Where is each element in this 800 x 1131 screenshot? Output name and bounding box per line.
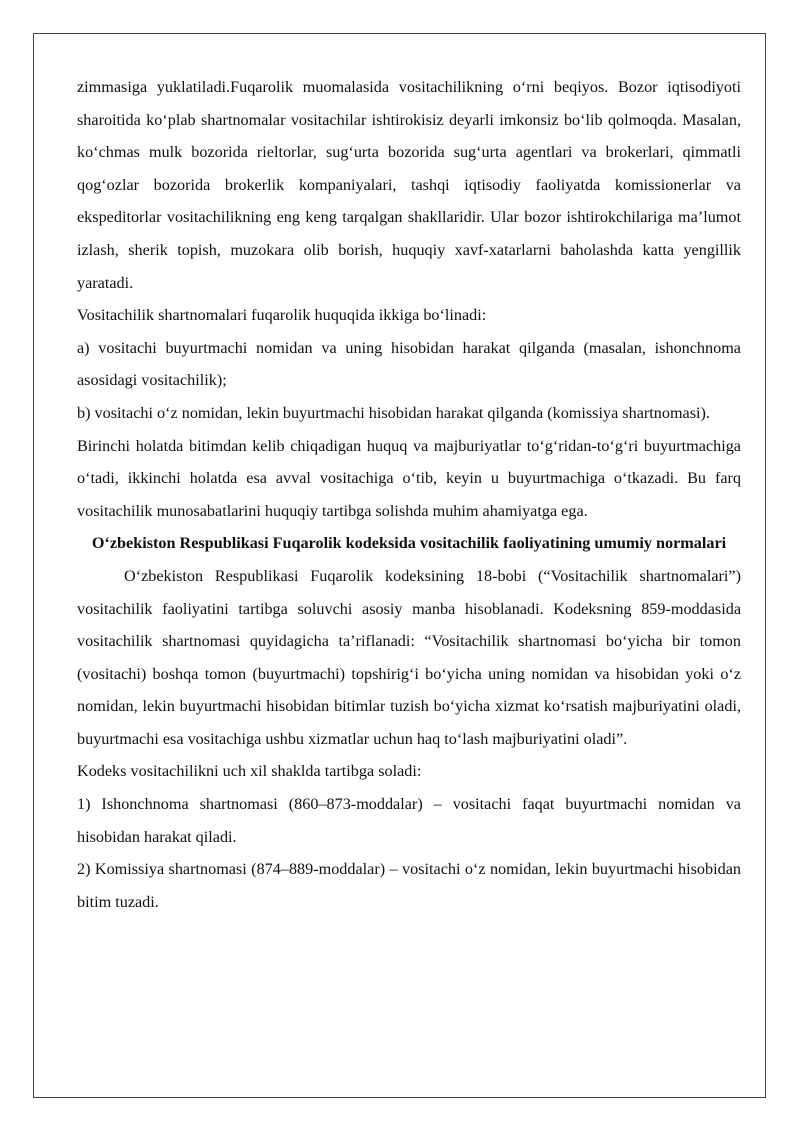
- document-body: [77, 71, 741, 918]
- section-heading: O‘zbekiston Respublikasi Fuqarolik kodeksida vositachilik faoliyatining umumiy normalari: [91, 534, 727, 553]
- list-item: 2) Komissiya shartnomasi (874–889-moddalar) – vositachi o‘z nomidan, lekin buyurtmachi hisobidan bitim tuzadi.: [77, 860, 741, 911]
- paragraph: O‘zbekiston Respublikasi Fuqarolik kodeksining 18-bobi (“Vositachilik shartnomalari”) vositachilik faoliyatini tartibga soluvchi asosiy manba hisoblanadi. Kodeksning 859-moddasida vositachilik shartnomasi quyidagicha ta’riflanadi: “Vositachilik shartnomasi bo‘yicha bir tomon (vositachi) boshqa tomon (buyurtmachi) topshirig‘i bo‘yicha uning nomidan va hisobidan yoki o‘z nomidan, lekin buyurtmachi hisobidan bitimlar tuzish bo‘yicha xizmat ko‘rsatish majburiyatini oladi, buyurtmachi esa vositachiga ushbu xizmatlar uchun haq to‘lash majburiyatini oladi”.: [77, 566, 741, 748]
- paragraph: Kodeks vositachilikni uch xil shaklda tartibga soladi:: [77, 762, 422, 781]
- list-item: b) vositachi o‘z nomidan, lekin buyurtmachi hisobidan harakat qilganda (komissiya shartnomasi).: [77, 403, 710, 422]
- paragraph: zimmasiga yuklatiladi.Fuqarolik muomalasida vositachilikning o‘rni beqiyos. Bozor iqtisodiyoti sharoitida ko‘plab shartnomalar vositachilar ishtirokisiz deyarli imkonsiz bo‘lib qolmoqda. Masalan, ko‘chmas mulk bozorida rieltorlar, sug‘urta bozorida sug‘urta agentlari va brokerlari, qimmatli qog‘ozlar bozorida brokerlik kompaniyalari, tashqi iqtisodiy faoliyatda komissionerlar va ekspeditorlar vositachilikning eng keng tarqalgan shakllaridir. Ular bozor ishtirokchilariga ma’lumot izlash, sherik topish, muzokara olib borish, huquqiy xavf-xatarlarni baholashda katta yengillik yaratadi.: [77, 78, 741, 292]
- paragraph: Birinchi holatda bitimdan kelib chiqadigan huquq va majburiyatlar to‘g‘ridan-to‘g‘ri buyurtmachiga o‘tadi, ikkinchi holatda esa avval vositachiga o‘tib, keyin u buyurtmachiga o‘tkazadi. Bu farq vositachilik munosabatlarini huquqiy tartibga solishda muhim ahamiyatga ega.: [77, 436, 741, 520]
- paragraph: Vositachilik shartnomalari fuqarolik huquqida ikkiga bo‘linadi:: [77, 306, 487, 325]
- list-item: a) vositachi buyurtmachi nomidan va uning hisobidan harakat qilganda (masalan, ishonchnoma asosidagi vositachilik);: [77, 338, 741, 390]
- list-item: 1) Ishonchnoma shartnomasi (860–873-moddalar) – vositachi faqat buyurtmachi nomidan va hisobidan harakat qiladi.: [77, 795, 741, 846]
